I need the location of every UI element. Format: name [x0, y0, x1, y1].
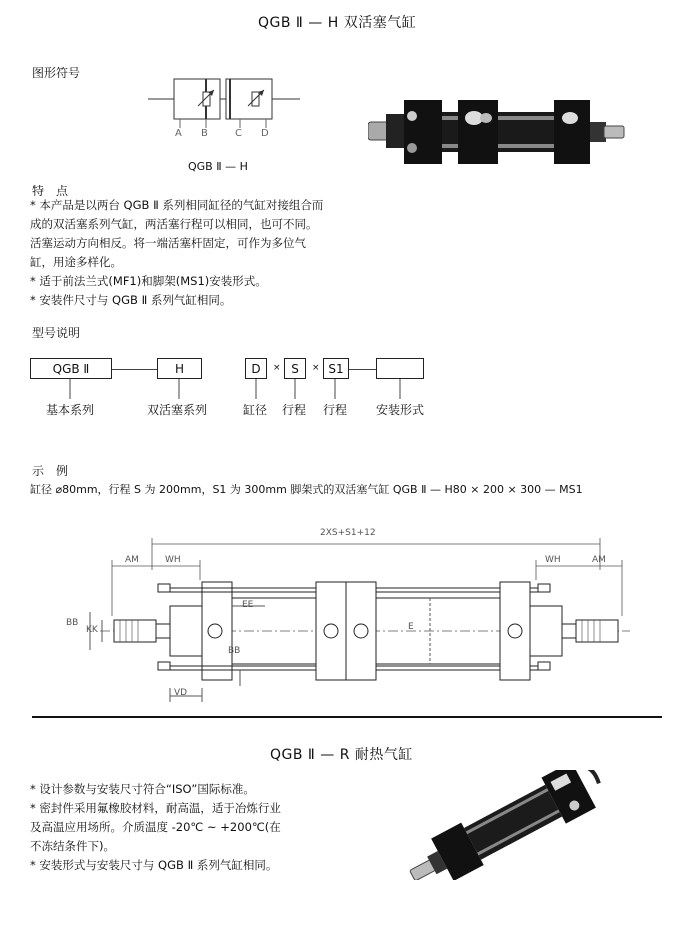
- port-label-b: B: [201, 128, 208, 139]
- page-title: QGB Ⅱ — H 双活塞气缸: [258, 15, 417, 31]
- dim-e: E: [408, 622, 414, 632]
- double-piston-cylinder-photo: [368, 88, 628, 178]
- label-basic-series: 基本系列: [46, 403, 95, 417]
- model-box-d: D: [245, 358, 267, 379]
- port-label-a: A: [175, 128, 182, 139]
- dim-kk: KK: [86, 625, 98, 635]
- heat-resistant-cylinder-photo: [400, 770, 620, 880]
- model-label-ticks: [30, 379, 430, 403]
- label-mounting: 安装形式: [376, 403, 425, 417]
- symbol-heading: 图形符号: [32, 66, 81, 80]
- dim-wh-left: WH: [165, 555, 181, 565]
- features-heading: 特 点: [32, 184, 69, 198]
- example-text: 缸径 ⌀80mm，行程 S 为 200mm，S1 为 300mm 脚架式的双活塞气缸 QGB Ⅱ — H80 × 200 × 300 — MS1: [30, 483, 583, 496]
- feature-line-2: 成的双活塞系列气缸，两活塞行程可以相同，也可不同。: [30, 217, 318, 231]
- section2-title: QGB Ⅱ — R 耐热气缸: [270, 747, 413, 763]
- symbol-caption: QGB Ⅱ — H: [188, 160, 248, 173]
- model-box-h: H: [157, 358, 202, 379]
- model-box-series: QGB Ⅱ: [30, 358, 112, 379]
- overall-dim-label: 2XS+S1+12: [320, 528, 376, 538]
- label-stroke-s: 行程: [282, 403, 307, 417]
- dim-vd: VD: [174, 688, 188, 698]
- times-sign: ×: [273, 363, 281, 373]
- label-double-piston: 双活塞系列: [147, 403, 208, 417]
- model-heading: 型号说明: [32, 326, 81, 340]
- section2-line-1: * 设计参数与安装尺寸符合“ISO”国际标准。: [30, 782, 255, 796]
- model-box-s1: S1: [323, 358, 349, 379]
- connector-line: [112, 369, 157, 370]
- feature-line-4: 缸，用途多样化。: [30, 255, 122, 269]
- section2-line-5: * 安装形式与安装尺寸与 QGB Ⅱ 系列气缸相同。: [30, 858, 278, 872]
- dim-bb-2: BB: [228, 646, 241, 656]
- section-divider: [32, 716, 662, 718]
- model-box-s: S: [284, 358, 306, 379]
- label-bore: 缸径: [243, 403, 268, 417]
- port-label-d: D: [261, 128, 269, 139]
- feature-line-3: 活塞运动方向相反。将一端活塞杆固定，可作为多位气: [30, 236, 306, 250]
- dim-am-right: AM: [592, 555, 606, 565]
- dim-bb: BB: [66, 618, 79, 628]
- feature-line-6: * 安装件尺寸与 QGB Ⅱ 系列气缸相同。: [30, 293, 232, 307]
- section2-line-4: 不冻结条件下)。: [30, 839, 115, 853]
- feature-line-1: * 本产品是以两台 QGB Ⅱ 系列相同缸径的气缸对接组合而: [30, 198, 324, 212]
- example-heading: 示 例: [32, 464, 69, 478]
- connector-line: [349, 369, 376, 370]
- pneumatic-symbol-diagram: [140, 70, 310, 150]
- dim-wh-right: WH: [545, 555, 561, 565]
- dim-ee: EE: [242, 600, 254, 610]
- times-sign: ×: [312, 363, 320, 373]
- section2-line-2: * 密封件采用氟橡胶材料，耐高温，适于冶炼行业: [30, 801, 281, 815]
- port-label-c: C: [235, 128, 242, 139]
- label-stroke-s1: 行程: [323, 403, 348, 417]
- feature-line-5: * 适于前法兰式(MF1)和脚架(MS1)安装形式。: [30, 274, 267, 288]
- section2-line-3: 及高温应用场所。介质温度 -20℃ ~ +200℃(在: [30, 820, 281, 834]
- cylinder-technical-drawing: [60, 520, 640, 710]
- model-box-mount: [376, 358, 424, 379]
- dim-am-left: AM: [125, 555, 139, 565]
